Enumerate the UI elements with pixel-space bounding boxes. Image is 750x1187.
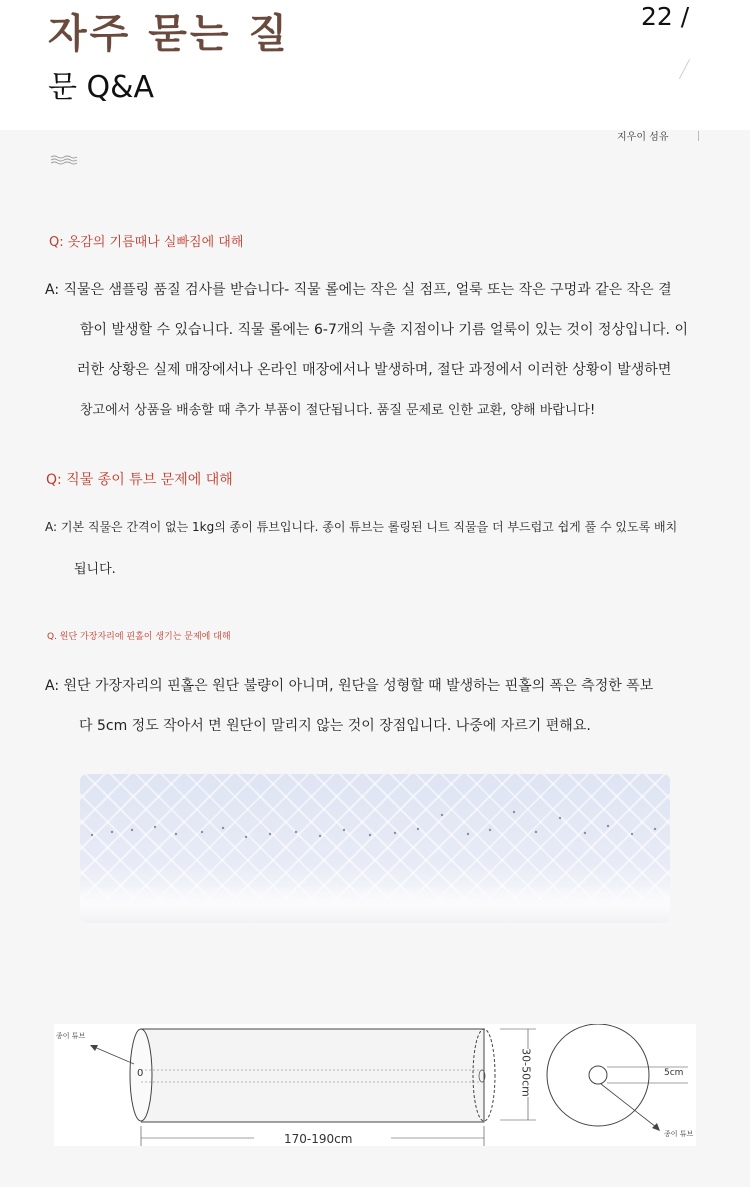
faq-answer-1-line-1: A: 직물은 샘플링 품질 검사를 받습니다- 직물 롤에는 작은 실 점프, 얼룩 또는 작은 구멍과 같은 작은 결: [45, 282, 672, 298]
wave-icon: [50, 151, 78, 170]
roll-diagram: [54, 1024, 696, 1146]
length-label: 170-190cm: [284, 1132, 353, 1146]
paper-tube-label-right: 종이 튜브: [664, 1130, 694, 1138]
faq-question-2: Q: 직물 종이 튜브 문제에 대해: [46, 472, 233, 488]
faq-answer-1-line-2: 함이 발생할 수 있습니다. 직물 롤에는 6-7개의 누출 지점이나 기름 얼룩이 있는 것이 정상입니다. 이: [80, 322, 688, 338]
faq-question-3: Q. 원단 가장자리에 핀홀이 생기는 문제에 대해: [47, 632, 231, 642]
faq-question-1: Q: 옷감의 기름때나 실빠짐에 대해: [49, 235, 244, 250]
fabric-edge: [80, 885, 670, 923]
divider: [679, 59, 690, 79]
core-label: 5cm: [664, 1068, 684, 1078]
fabric-edge-photo: [80, 774, 670, 923]
diameter-label: 30-50cm: [519, 1048, 533, 1097]
faq-answer-3-line-2: 다 5cm 정도 작아서 면 원단이 말리지 않는 것이 장점입니다. 나중에 자르기 편해요.: [79, 718, 591, 734]
faq-answer-1-line-3: 러한 상황은 실제 매장에서나 온라인 매장에서나 발생하며, 절단 과정에서 이러한 상황이 발생하면: [77, 362, 672, 378]
faq-answer-1-line-4: 창고에서 상품을 배송할 때 추가 부품이 절단됩니다. 품질 문제로 인한 교환, 양해 바랍니다!: [80, 403, 596, 418]
divider: [698, 131, 699, 141]
header: [0, 0, 750, 130]
faq-answer-3-line-1: A: 원단 가장자리의 핀홀은 원단 불량이 아니며, 원단을 성형할 때 발생하는 핀홀의 폭은 측정한 폭보: [45, 678, 654, 694]
zero-label: 0: [137, 1068, 144, 1079]
faq-answer-2-line-1: A: 기본 직물은 간격이 없는 1kg의 종이 튜브입니다. 종이 튜브는 롤링된 니트 직물을 더 부드럽고 쉽게 풀 수 있도록 배치: [45, 520, 678, 534]
page-title: 자주 묻는 질: [48, 11, 291, 57]
brand-label: 지우이 섬유: [617, 132, 669, 143]
paper-tube-label-left: 종이 튜브: [56, 1032, 86, 1040]
page-number: 22 /: [641, 2, 690, 31]
faq-answer-2-line-2: 됩니다.: [74, 562, 116, 577]
page-subtitle: 문 Q&A: [48, 70, 155, 105]
